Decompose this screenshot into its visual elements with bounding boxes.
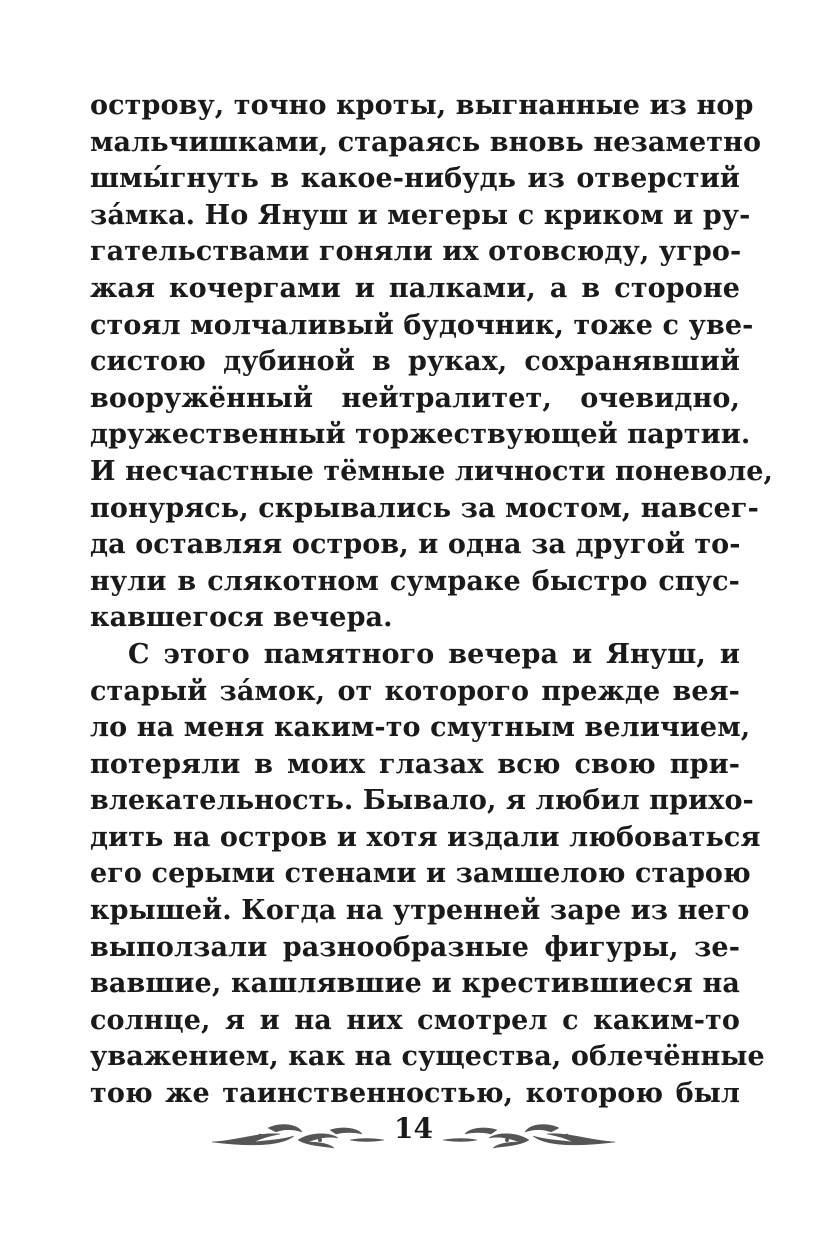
- text-line: старый за́мок, от которого прежде вея-: [90, 675, 740, 707]
- text-line: потеряли в моих глазах всю свою при-: [90, 748, 740, 780]
- text-line: крышей. Когда на утренней заре из него: [90, 895, 750, 927]
- text-line: мальчишками, стараясь вновь незаметно: [90, 126, 762, 158]
- page-number: 14: [394, 1112, 433, 1145]
- text-line: жая кочергами и палками, а в стороне: [90, 272, 740, 304]
- text-line: тою же таинственностью, которою был: [90, 1078, 740, 1110]
- text-line: шмы́гнуть в какое-нибудь из отверстий: [90, 163, 740, 195]
- text-line: вавшие, кашлявшие и крестившиеся на: [90, 968, 740, 1000]
- text-line: систою дубиной в руках, сохранявший: [90, 346, 740, 378]
- text-line: выползали разнообразные фигуры, зе-: [90, 931, 740, 963]
- text-line: за́мка. Но Януш и мегеры с криком и ру-: [90, 199, 751, 231]
- text-line: солнце, я и на них смотрел с каким-то: [90, 1004, 740, 1036]
- text-line: дить на остров и хотя издали любоваться: [90, 821, 761, 853]
- text-line-paragraph-start: С этого памятного вечера и Януш, и: [128, 638, 740, 670]
- text-line: ло на меня каким-то смутным величием,: [90, 712, 751, 744]
- text-line: острову, точно кроты, выгнанные из нор: [90, 90, 754, 121]
- text-line-paragraph-end: кавшегося вечера.: [90, 602, 393, 634]
- text-line: понурясь, скрывались за мостом, навсег-: [90, 492, 759, 524]
- text-line: да оставляя остров, и одна за другой то-: [90, 529, 741, 561]
- text-line: уважением, как на существа, облечённые: [90, 1041, 765, 1073]
- page-body: [90, 88, 773, 1113]
- text-line: вооружённый нейтралитет, очевидно,: [90, 382, 740, 414]
- text-line: дружественный торжествующей партии.: [90, 419, 751, 451]
- text-line: стоял молчаливый будочник, тоже с уве-: [90, 309, 754, 341]
- text-line: гательствами гоняли их отовсюду, угро-: [90, 236, 742, 268]
- text-line: И несчастные тёмные личности поневоле,: [90, 455, 773, 487]
- text-line: его серыми стенами и замшелою старою: [90, 858, 751, 890]
- text-line: влекательность. Бывало, я любил прихо-: [90, 785, 754, 817]
- text-line: нули в слякотном сумраке быстро спус-: [90, 565, 740, 597]
